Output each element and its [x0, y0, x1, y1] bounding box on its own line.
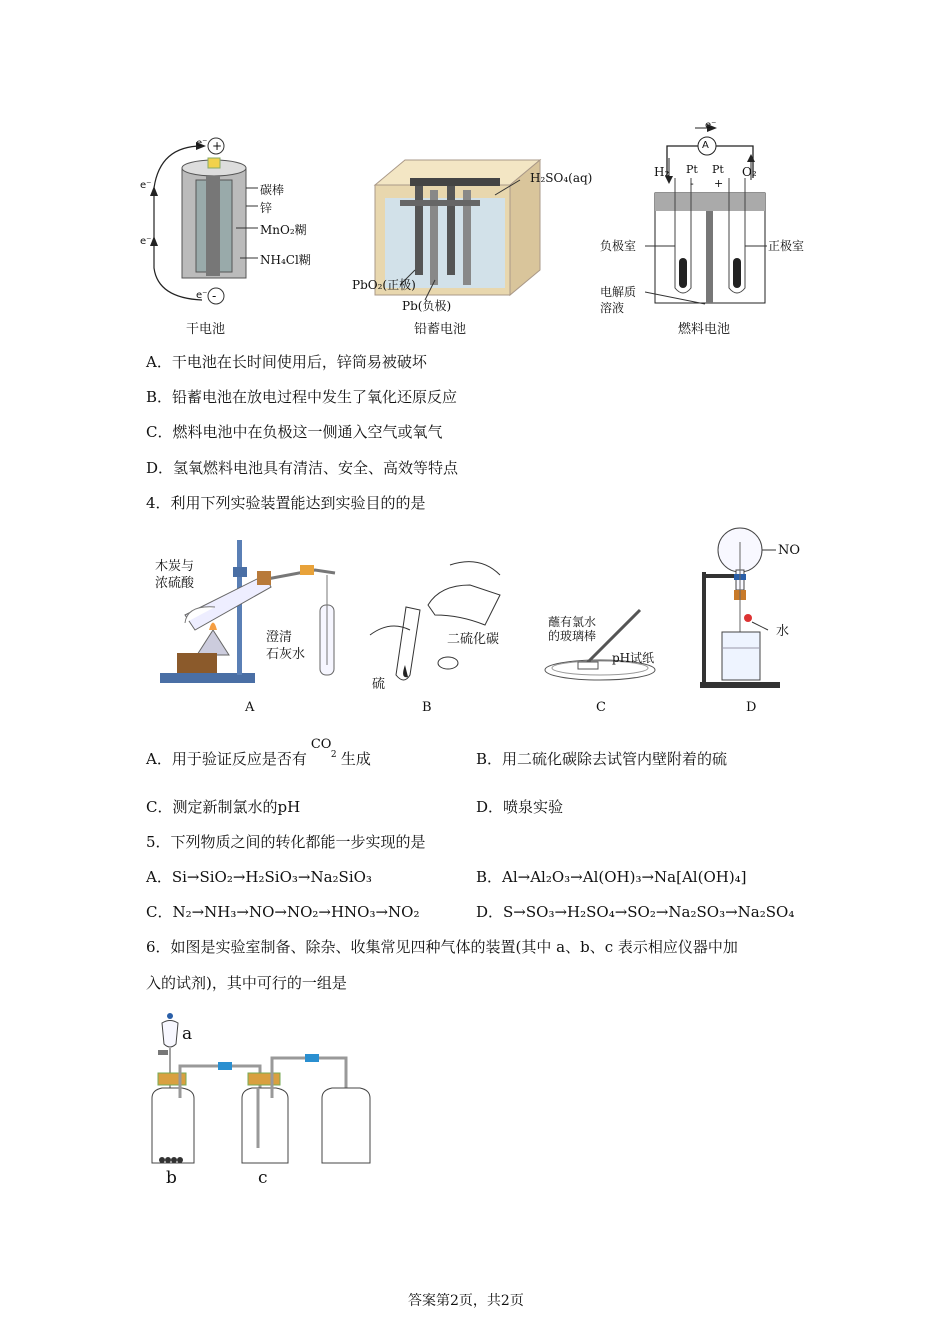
q4a-label-1: 木炭与 — [155, 559, 195, 574]
q5-option-a: A．Si→SiO₂→H₂SiO₃→Na₂SiO₃ — [146, 868, 372, 886]
q4-option-a-prefix: A．用于验证反应是否有 — [146, 750, 307, 768]
fuel-cell-electrolyte-1: 电解质 — [600, 285, 637, 299]
q3-option-a: A．干电池在长时间使用后，锌筒易被破坏 — [146, 353, 427, 371]
lead-battery-label-pb: Pb(负极) — [402, 299, 452, 313]
lead-battery-label-pbo2: PbO₂(正极) — [352, 278, 416, 292]
q4a-label-4: 石灰水 — [266, 647, 306, 662]
fuel-cell-pt-right: Pt — [712, 163, 724, 176]
q4-stem: 4．利用下列实验装置能达到实验目的的是 — [146, 494, 426, 512]
q6-stem-line1: 6．如图是实验室制备、除杂、收集常见四种气体的装置(其中 a、b、c 表示相应仪器中加 — [146, 938, 738, 956]
q4c-label-2: 的玻璃棒 — [548, 629, 597, 643]
q3-option-d: D．氢氧燃料电池具有清洁、安全、高效等特点 — [146, 459, 459, 477]
q4-option-b: B．用二硫化碳除去试管内壁附着的硫 — [476, 750, 728, 768]
page-footer: 答案第2页，共2页 — [408, 1293, 524, 1309]
q4b-caption: B — [422, 700, 432, 715]
fuel-cell-figure — [645, 118, 775, 323]
q6-label-a: a — [182, 1024, 193, 1044]
fuel-cell-o2: O₂ — [742, 165, 757, 179]
q4-option-a-co: CO — [310, 737, 332, 752]
q4d-label-water: 水 — [776, 624, 790, 639]
fuel-cell-caption: 燃料电池 — [678, 322, 731, 337]
q4d-caption: D — [746, 700, 757, 715]
q5-option-c: C．N₂→NH₃→NO→NO₂→HNO₃→NO₂ — [146, 903, 420, 921]
fuel-cell-pt-left: Pt — [686, 163, 698, 176]
q6-apparatus — [140, 1008, 380, 1173]
fuel-cell-ammeter: A — [702, 140, 709, 151]
q4-option-a-suffix: 生成 — [340, 750, 371, 768]
q5-option-b: B．Al→Al₂O₃→Al(OH)₃→Na[Al(OH)₄] — [476, 868, 747, 886]
dry-cell-minus: - — [212, 289, 217, 303]
dry-cell-label-zinc: 锌 — [260, 201, 273, 215]
q5-stem: 5．下列物质之间的转化都能一步实现的是 — [146, 833, 426, 851]
dry-cell-label-mno2: MnO₂糊 — [260, 223, 307, 237]
q5-option-d: D．S→SO₃→H₂SO₄→SO₂→Na₂SO₃→Na₂SO₄ — [476, 903, 795, 921]
q4-option-d: D．喷泉实验 — [476, 798, 564, 816]
q4b-label-cs2: 二硫化碳 — [447, 632, 500, 647]
lead-battery-caption: 铅蓄电池 — [414, 322, 467, 337]
dry-cell-e-mid1: e⁻ — [140, 180, 152, 191]
q4-apparatus-b — [360, 545, 520, 685]
fuel-cell-minus: - — [690, 177, 694, 190]
q4b-label-sulfur: 硫 — [372, 677, 386, 692]
fuel-cell-h2: H₂ — [654, 165, 670, 179]
fuel-cell-positive-chamber: 正极室 — [768, 239, 805, 253]
q3-option-b: B．铅蓄电池在放电过程中发生了氧化还原反应 — [146, 388, 458, 406]
q4c-label-1: 蘸有氯水 — [548, 615, 597, 629]
q4a-label-2: 浓硫酸 — [155, 576, 195, 591]
q3-option-c: C．燃料电池中在负极这一侧通入空气或氧气 — [146, 423, 443, 441]
q4-option-c: C．测定新制氯水的pH — [146, 798, 301, 816]
fuel-cell-plus: + — [714, 177, 724, 190]
fuel-cell-negative-chamber: 负极室 — [600, 239, 637, 253]
fuel-cell-e: e⁻ — [705, 120, 717, 131]
dry-cell-plus: + — [212, 139, 223, 153]
q4-option-a — [146, 737, 371, 769]
dry-cell-e-bot: e⁻ — [196, 290, 208, 301]
q6-label-b: b — [166, 1168, 177, 1188]
dry-cell-e-mid2: e⁻ — [140, 236, 152, 247]
q4c-label-3: pH试纸 — [612, 651, 655, 665]
dry-cell-label-nh4cl: NH₄Cl糊 — [260, 253, 311, 267]
fuel-cell-electrolyte-2: 溶液 — [600, 301, 625, 315]
q4c-caption: C — [596, 700, 606, 715]
q4a-label-3: 澄清 — [266, 630, 293, 645]
q4-option-a-sub: 2 — [330, 750, 337, 760]
q4a-caption: A — [245, 700, 255, 715]
lead-battery-label-h2so4: H₂SO₄(aq) — [530, 171, 593, 185]
dry-cell-caption: 干电池 — [186, 322, 226, 337]
q6-stem-line2: 入的试剂)，其中可行的一组是 — [146, 974, 347, 992]
q4d-label-no: NO — [778, 543, 801, 558]
dry-cell-label-carbon: 碳棒 — [260, 183, 285, 197]
dry-cell-e-top: e⁻ — [196, 138, 208, 149]
q6-label-c: c — [258, 1168, 268, 1188]
